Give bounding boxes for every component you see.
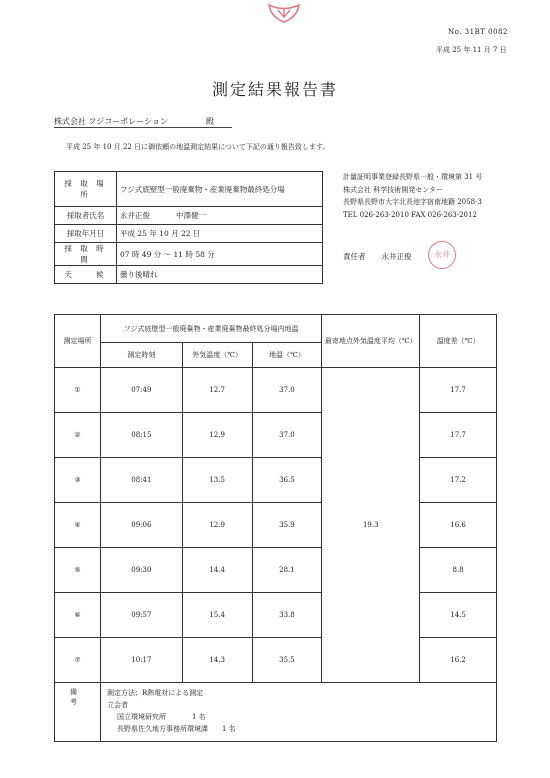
- cell-diff: 14.5: [420, 593, 497, 638]
- cell-air: 13.5: [182, 458, 252, 503]
- table-row: [55, 638, 497, 683]
- table-row: [55, 548, 497, 593]
- cell-ground: 28.1: [252, 548, 322, 593]
- info-row-weather: [55, 266, 323, 284]
- weather-value: 曇り後晴れ: [117, 266, 323, 284]
- cell-air: 12.7: [182, 368, 252, 413]
- cell-time: 10:17: [100, 638, 182, 683]
- col-header-diff: 温度差（℃）: [420, 315, 497, 368]
- sampling-info-table: [54, 171, 323, 284]
- addressee-company: 株式会社 フジコーポレーション: [54, 117, 168, 126]
- cell-time: 09:30: [100, 548, 182, 593]
- col-header-nearby: 最寄地点外気温度平均（℃）: [322, 315, 420, 368]
- cell-site: ②: [55, 413, 101, 458]
- organization-contact: TEL 026-263-2010 FAX 026-263-2012: [343, 210, 477, 219]
- cell-ground: 35.5: [252, 638, 322, 683]
- cell-ground: 36.5: [252, 458, 322, 503]
- time-value: 07 時 49 分 ～ 11 時 58 分: [117, 243, 323, 266]
- cell-air: 14.3: [182, 638, 252, 683]
- cell-diff: 17.7: [420, 368, 497, 413]
- cell-time: 09:57: [100, 593, 182, 638]
- remarks-row: [55, 683, 497, 742]
- cell-diff: 16.6: [420, 503, 497, 548]
- organization-info: [343, 171, 482, 221]
- table-row: [55, 413, 497, 458]
- date-label: 採取年月日: [55, 225, 117, 243]
- cell-diff: 17.7: [420, 413, 497, 458]
- cell-time: 08:15: [100, 413, 182, 458]
- remarks-label: 備 考: [55, 683, 101, 742]
- measurement-method: 測定方法；R熱電対による測定: [106, 689, 204, 697]
- weather-label: 天 候: [55, 266, 117, 284]
- addressee-suffix: 殿: [205, 117, 214, 126]
- attendees-label: 立会者: [106, 701, 128, 709]
- col-header-time: 測定時刻: [100, 343, 182, 368]
- cell-time: 08:41: [100, 458, 182, 503]
- col-header-ground: 地温（℃）: [252, 343, 322, 368]
- attendee-1-org: 国立環境研究所: [116, 713, 166, 721]
- attendee-2-org: 長野県佐久地方事務所環境課: [116, 725, 208, 733]
- responsible-person: [343, 251, 412, 262]
- organization-name: 株式会社 科学技術開発センター: [343, 185, 443, 194]
- table-row: [55, 503, 497, 548]
- company-logo: [266, 2, 302, 24]
- col-header-air: 外気温度（℃）: [182, 343, 252, 368]
- cell-time: 09:06: [100, 503, 182, 548]
- attendee-1: [107, 711, 490, 723]
- cell-site: ③: [55, 458, 101, 503]
- table-row: [55, 458, 497, 503]
- sampler-value: [117, 207, 323, 225]
- header-row-1: [55, 315, 497, 343]
- cell-ground: 35.9: [252, 503, 322, 548]
- cell-nearby-average: 19.3: [322, 368, 420, 683]
- registration-line: 計量証明事業登録長野県一般・環境第 31 号: [343, 173, 483, 181]
- addressee: [54, 116, 232, 128]
- cell-site: ⑦: [55, 638, 101, 683]
- cell-air: 15.4: [182, 593, 252, 638]
- info-row-date: [55, 225, 323, 243]
- site-label: 採 取 場 所: [55, 172, 117, 207]
- col-header-group: フジ式底壁型一般廃棄物・産業廃棄物最終処分場内地温: [100, 315, 321, 343]
- responsible-label: 責任者: [343, 252, 366, 261]
- table-row: [55, 368, 497, 413]
- document-number: No. 31BT 0082: [448, 28, 508, 36]
- cell-ground: 37.0: [252, 413, 322, 458]
- organization-address: 長野県長野市大字北長池字宿南地籍 2058-3: [343, 198, 482, 206]
- info-row-site: [55, 172, 323, 207]
- page-title: 測定結果報告書: [211, 80, 338, 99]
- info-row-sampler: [55, 207, 323, 225]
- cell-ground: 33.8: [252, 593, 322, 638]
- cell-site: ①: [55, 368, 101, 413]
- attendee-1-count: 1 名: [191, 713, 206, 721]
- name-seal: 永井: [428, 241, 456, 269]
- site-value: フジ式底壁型一般廃棄物・産業廃棄物最終処分場: [117, 172, 323, 207]
- cell-diff: 8.8: [420, 548, 497, 593]
- table-row: [55, 593, 497, 638]
- sampler-name-1: 永井正俊: [120, 211, 150, 220]
- cell-ground: 37.0: [252, 368, 322, 413]
- sampler-label: 採取者氏名: [55, 207, 117, 225]
- cell-site: ⑥: [55, 593, 101, 638]
- cell-diff: 17.2: [420, 458, 497, 503]
- measurement-table: [54, 314, 497, 742]
- responsible-name: 永井正俊: [381, 252, 412, 261]
- cell-air: 12.9: [182, 413, 252, 458]
- info-row-time: [55, 243, 323, 266]
- intro-text: 平成 25 年 10 月 22 日に御依頼の地温測定結果について下記の通り報告致します。: [66, 143, 330, 151]
- cell-diff: 16.2: [420, 638, 497, 683]
- cell-air: 12.9: [182, 503, 252, 548]
- date-value: 平成 25 年 10 月 22 日: [117, 225, 323, 243]
- attendee-2-count: 1 名: [221, 725, 236, 733]
- cell-site: ④: [55, 503, 101, 548]
- col-header-site: 測定場所: [55, 315, 101, 368]
- attendee-2: [107, 723, 490, 735]
- cell-air: 14.4: [182, 548, 252, 593]
- cell-time: 07:49: [100, 368, 182, 413]
- remarks-content: [100, 683, 496, 742]
- time-label: 採 取 時 間: [55, 243, 117, 266]
- issue-date: 平成 25 年 11 月 7 日: [436, 46, 507, 54]
- cell-site: ⑤: [55, 548, 101, 593]
- sampler-name-2: 中澤健一: [176, 211, 206, 220]
